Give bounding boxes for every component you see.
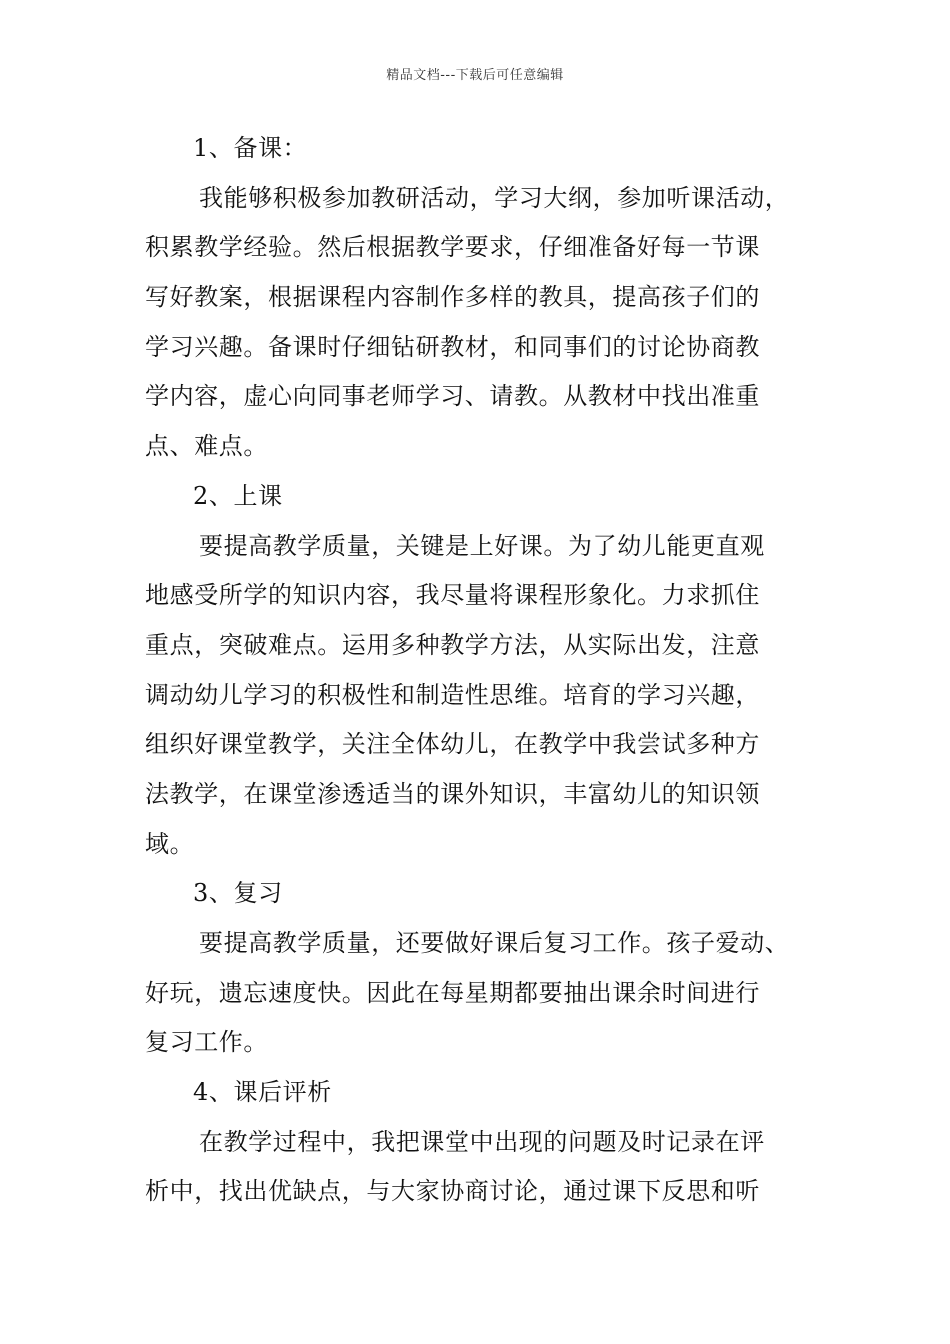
paragraph-line: 学习兴趣。备课时仔细钻研教材，和同事们的讨论协商教	[145, 332, 760, 361]
section-heading: 1、备课：	[193, 134, 308, 162]
paragraph-line: 好玩，遗忘速度快。因此在每星期都要抽出课余时间进行	[145, 978, 760, 1007]
page-header: 精品文档---下载后可任意编辑	[386, 68, 564, 83]
paragraph-line: 我能够积极参加教研活动，学习大纲，参加听课活动，	[199, 183, 790, 212]
section-heading: 3、复习	[193, 879, 283, 908]
paragraph-line: 复习工作。	[145, 1028, 268, 1057]
paragraph-line: 调动幼儿学习的积极性和制造性思维。培育的学习兴趣，	[145, 680, 760, 709]
paragraph-line: 析中，找出优缺点，与大家协商讨论，通过课下反思和听	[145, 1177, 760, 1206]
paragraph-line: 地感受所学的知识内容，我尽量将课程形象化。力求抓住	[145, 581, 760, 610]
paragraph-line: 要提高教学质量，关键是上好课。为了幼儿能更直观	[199, 531, 765, 560]
section-heading: 2、上课	[193, 481, 283, 510]
paragraph-line: 重点，突破难点。运用多种教学方法，从实际出发，注意	[145, 630, 760, 659]
paragraph-line: 域。	[145, 829, 195, 858]
paragraph-line: 学内容，虚心向同事老师学习、请教。从教材中找出准重	[145, 382, 760, 411]
paragraph-line: 要提高教学质量，还要做好课后复习工作。孩子爱动、	[199, 929, 790, 957]
paragraph-line: 法教学，在课堂渗透适当的课外知识，丰富幼儿的知识领	[145, 779, 760, 808]
paragraph-line: 在教学过程中，我把课堂中出现的问题及时记录在评	[199, 1127, 765, 1156]
section-heading: 4、课后评析	[193, 1078, 332, 1107]
paragraph-line: 点、难点。	[145, 432, 268, 461]
paragraph-line: 组织好课堂教学，关注全体幼儿，在教学中我尝试多种方	[145, 730, 760, 759]
paragraph-line: 积累教学经验。然后根据教学要求，仔细准备好每一节课	[145, 233, 760, 262]
paragraph-line: 写好教案，根据课程内容制作多样的教具，提高孩子们的	[145, 283, 760, 312]
document-body	[145, 124, 825, 1217]
